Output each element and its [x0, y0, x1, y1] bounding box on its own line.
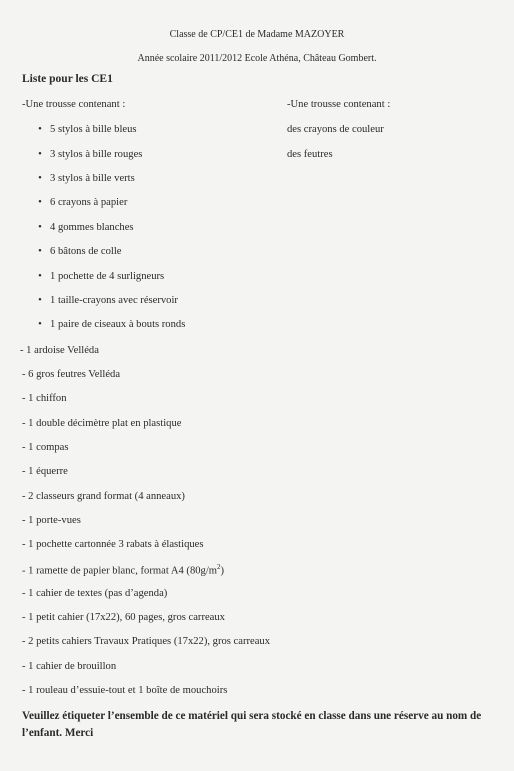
bullet-icon: •: [38, 271, 42, 282]
header-class-line: Classe de CP/CE1 de Madame MAZOYER: [169, 29, 345, 40]
list-item: - 1 ramette de papier blanc, format A4 $(80g/m^2)$: [22, 563, 225, 577]
list-item: - 1 équerre: [22, 466, 68, 477]
list-item: - 2 classeurs grand format (4 anneaux): [22, 491, 185, 502]
list-item: - 1 petit cahier (17x22), 60 pages, gros carreaux: [22, 612, 225, 623]
bullet-icon: •: [38, 173, 42, 184]
list-item: - 1 double décimètre plat en plastique: [22, 418, 182, 429]
header-school-line: Année scolaire 2011/2012 Ecole Athéna, Château Gombert.: [137, 53, 377, 64]
bullet-icon: •: [38, 149, 42, 160]
list-item: des feutres: [287, 149, 333, 160]
bullet-icon: •: [38, 222, 42, 233]
list-item: - 1 cahier de textes (pas d’agenda): [22, 588, 168, 599]
bullet-icon: •: [38, 319, 42, 330]
list-title: Liste pour les CE1: [22, 73, 113, 85]
list-item: - 6 gros feutres Velléda: [22, 369, 121, 380]
bullet-icon: •: [38, 124, 42, 135]
list-item: - 1 porte-vues: [22, 515, 81, 526]
left-trousse-heading: -Une trousse contenant :: [22, 99, 126, 110]
document-page: Classe de CP/CE1 de Madame MAZOYER Année scolaire 2011/2012 Ecole Athéna, Château Gombert. Liste pour les CE1 -Une trousse contenant : • 5 stylos à bille bleus • 3 stylos à bille rouges • 3 stylos à bille verts • 6 crayons à papier • 4 gommes blanches • 6 bâtons de colle • 1 pochette de 4 surligneurs • 1 taille-crayons avec réservoir • 1 paire de ciseaux à bouts ronds -Une trousse contenant : des crayons de couleur des feutres - 1 ardoise Velléda - 6 gros feutres Velléda - 1 chiffon - 1 double décimètre plat en plastique - 1 compas - 1 équerre - 2 classeurs grand format (4 anneaux) - 1 porte-vues - 1 pochette cartonnée 3 rabats à élastiques - 1 ramette de papier blanc, format A4 $(80g/m^2)$ - 1 cahier de textes (pas d’agenda) - 1 petit cahier (17x22), 60 pages, gros carreaux - 2 petits cahiers Travaux Pratiques (17x22), gros carreaux - 1 cahier de brouillon - 1 rouleau d’essuie-tout et 1 boîte de mouchoirs Veuillez étiqueter l’ensemble de ce matériel qui sera stocké en classe dans une réserve au nom de l’enfant. Merci: [0, 0, 514, 771]
list-item: - 1 pochette cartonnée 3 rabats à élastiques: [22, 539, 204, 550]
list-item: - 2 petits cahiers Travaux Pratiques (17x22), gros carreaux: [22, 636, 271, 647]
list-item: - 1 ardoise Velléda: [20, 345, 99, 356]
list-item: - 1 rouleau d’essuie-tout et 1 boîte de mouchoirs: [22, 685, 228, 696]
list-item: des crayons de couleur: [287, 124, 384, 135]
list-item: - 1 compas: [22, 442, 69, 453]
bullet-icon: •: [38, 246, 42, 257]
list-item: - 1 chiffon: [22, 393, 67, 404]
list-item: - 1 cahier de brouillon: [22, 661, 117, 672]
bullet-icon: •: [38, 295, 42, 306]
bullet-icon: •: [38, 197, 42, 208]
footer-note: Veuillez étiqueter l’ensemble de ce matériel qui sera stocké en classe dans une réserve au nom de l’enfant. Merci: [22, 710, 482, 739]
right-trousse-heading: -Une trousse contenant :: [287, 99, 391, 110]
